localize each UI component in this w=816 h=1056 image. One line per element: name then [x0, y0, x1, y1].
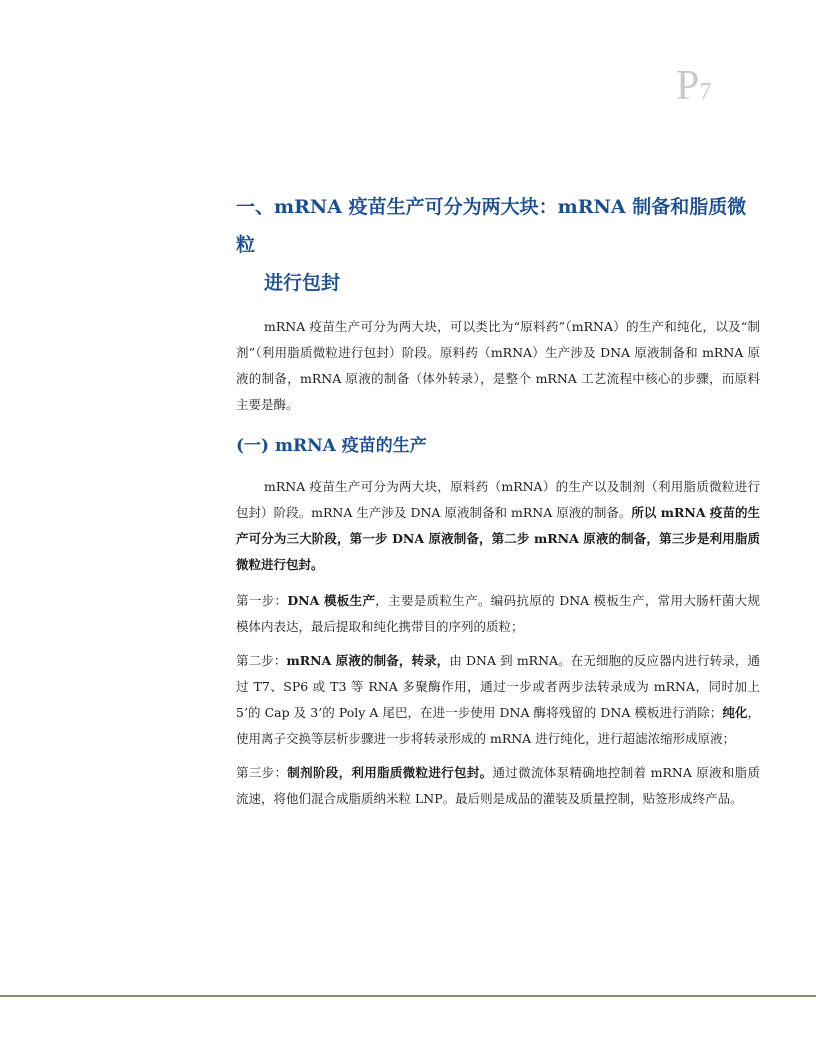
step-three-label: 第三步：	[236, 765, 288, 780]
step-two-paragraph	[236, 648, 760, 752]
step-three-text: 通过微流体泵精确地控制着 mRNA 原液和脂质流速，将他们混合成脂质纳米粒 LNP。最后则是成品的灌装及质量控制，贴签形成终产品。	[236, 765, 760, 806]
footer-divider	[0, 995, 816, 997]
step-one-title: DNA 模板生产	[287, 593, 376, 608]
page-number: P7	[676, 63, 712, 109]
section-title	[236, 188, 760, 302]
production-paragraph-emphasis: 所以 mRNA 疫苗的生产可分为三大阶段，第一步 DNA 原液制备，第二步 mRNA 原液的制备，第三步是利用脂质微粒进行包封。	[236, 505, 760, 572]
step-two-text: 由 DNA 到 mRNA。在无细胞的反应器内进行转录，通过 T7、SP6 或 T3 等 RNA 多聚酶作用，通过一步或者两步法转录成为 mRNA，同时加上 5’的 Cap 及 3’的 Poly A 尾巴，在进一步使用 DNA 酶将残留的 DNA 模板进行消除；	[236, 653, 760, 720]
step-one-text: ，主要是质粒生产。编码抗原的 DNA 模板生产，常用大肠杆菌大规模体内表达，最后提取和纯化携带目的序列的质粒；	[236, 593, 760, 634]
section-title-line1: 一、mRNA 疫苗生产可分为两大块：mRNA 制备和脂质微粒	[236, 196, 747, 256]
step-two-label: 第二步：	[236, 653, 287, 668]
step-two-title: mRNA 原液的制备，转录，	[286, 653, 450, 668]
step-one-label: 第一步：	[236, 593, 288, 608]
step-two-purification: 纯化	[722, 705, 748, 720]
production-paragraph	[236, 474, 760, 578]
intro-paragraph: mRNA 疫苗生产可分为两大块，可以类比为“原料药”（mRNA）的生产和纯化，以及“制剂”（利用脂质微粒进行包封）阶段。原料药（mRNA）生产涉及 DNA 原液制备和 mRNA 原液的制备，mRNA 原液的制备（体外转录），是整个 mRNA 工艺流程中核心的步骤，而原料主要是酶。	[236, 319, 760, 412]
step-two-text-2: ，使用离子交换等层析步骤进一步将转录形成的 mRNA 进行纯化，进行超滤浓缩形成原液；	[236, 705, 760, 746]
section-title-line2: 进行包封	[264, 272, 341, 294]
step-three-title: 制剂阶段，利用脂质微粒进行包封。	[287, 765, 493, 780]
subsection-title: (一) mRNA 疫苗的生产	[236, 436, 427, 456]
step-one-paragraph	[236, 588, 760, 640]
main-content	[236, 188, 760, 812]
production-paragraph-text: mRNA 疫苗生产可分为两大块，原料药（mRNA）的生产以及制剂（利用脂质微粒进行包封）阶段。mRNA 生产涉及 DNA 原液制备和 mRNA 原液的制备。	[236, 479, 760, 520]
step-three-paragraph	[236, 760, 760, 812]
